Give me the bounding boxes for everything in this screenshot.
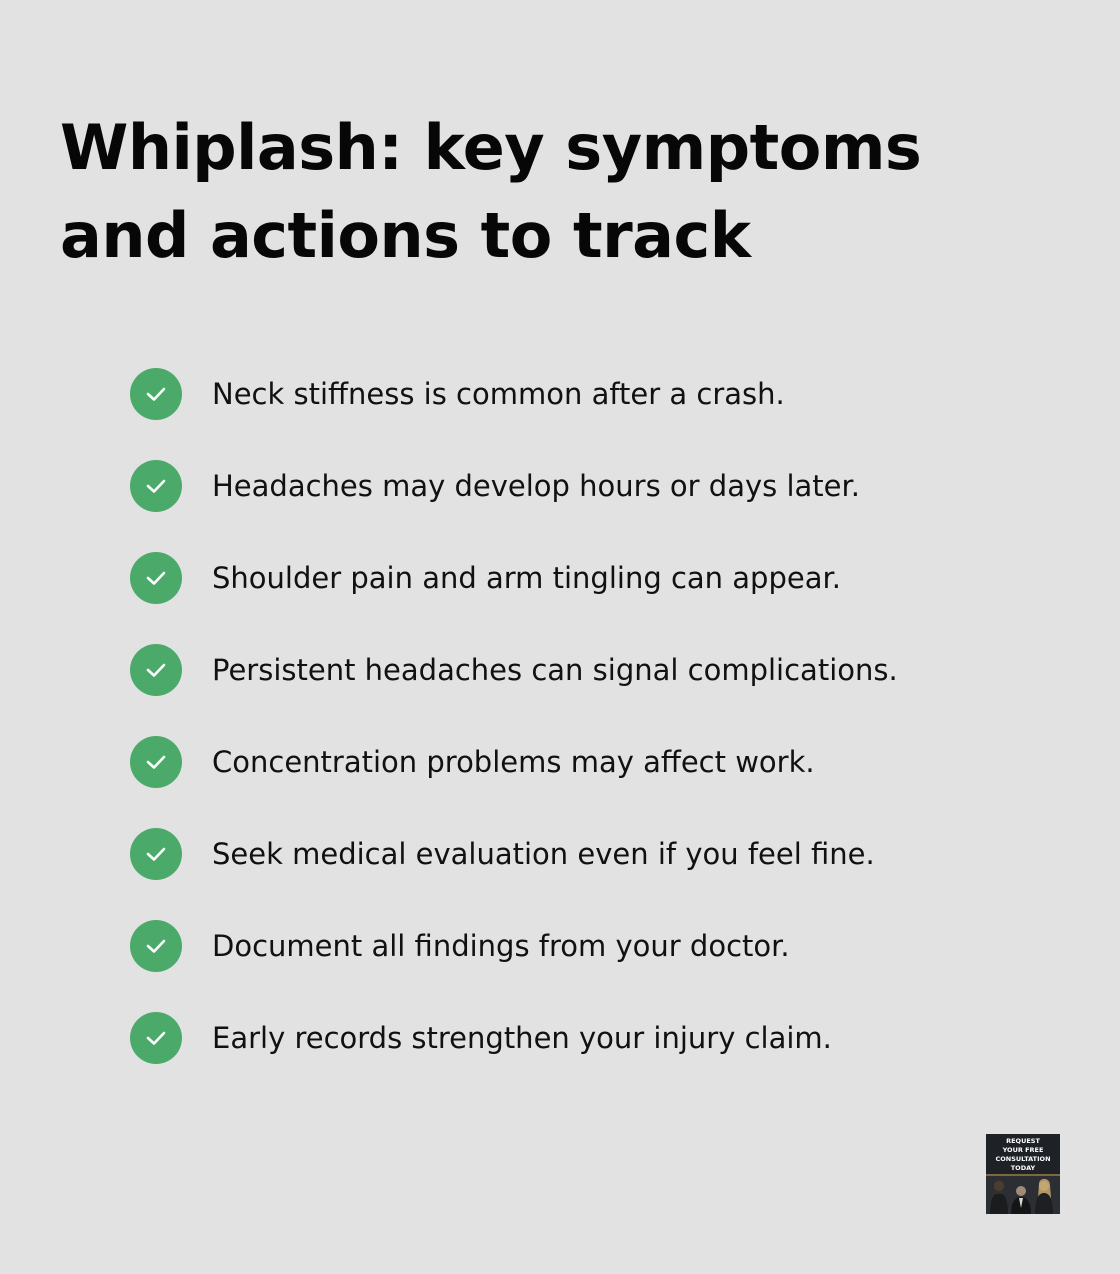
checkmark-icon xyxy=(130,828,182,880)
consultation-promo-badge[interactable] xyxy=(986,1134,1060,1214)
checkmark-icon xyxy=(130,644,182,696)
list-item xyxy=(130,644,898,696)
promo-line: TODAY xyxy=(1010,1164,1036,1172)
promo-line: CONSULTATION xyxy=(995,1155,1051,1163)
checkmark-icon xyxy=(130,460,182,512)
checkmark-icon xyxy=(130,552,182,604)
list-item-text: Neck stiffness is common after a crash. xyxy=(212,377,785,411)
list-item-text: Headaches may develop hours or days later. xyxy=(212,469,860,503)
list-item xyxy=(130,368,898,420)
checkmark-icon xyxy=(130,736,182,788)
list-item xyxy=(130,460,898,512)
list-item xyxy=(130,552,898,604)
checkmark-icon xyxy=(130,920,182,972)
team-photo xyxy=(986,1174,1060,1214)
symptom-checklist xyxy=(130,368,898,1104)
list-item-text: Seek medical evaluation even if you feel fine. xyxy=(212,837,875,871)
checkmark-icon xyxy=(130,368,182,420)
promo-line: REQUEST xyxy=(1006,1137,1040,1145)
list-item xyxy=(130,736,898,788)
list-item xyxy=(130,920,898,972)
page-title: Whiplash: key symptoms and actions to track xyxy=(60,111,922,272)
promo-line: YOUR FREE xyxy=(1002,1146,1044,1154)
list-item xyxy=(130,1012,898,1064)
list-item-text: Early records strengthen your injury claim. xyxy=(212,1021,832,1055)
list-item-text: Shoulder pain and arm tingling can appear. xyxy=(212,561,841,595)
list-item-text: Document all findings from your doctor. xyxy=(212,929,790,963)
list-item xyxy=(130,828,898,880)
list-item-text: Persistent headaches can signal complications. xyxy=(212,653,898,687)
promo-text xyxy=(986,1137,1060,1173)
list-item-text: Concentration problems may affect work. xyxy=(212,745,815,779)
checkmark-icon xyxy=(130,1012,182,1064)
